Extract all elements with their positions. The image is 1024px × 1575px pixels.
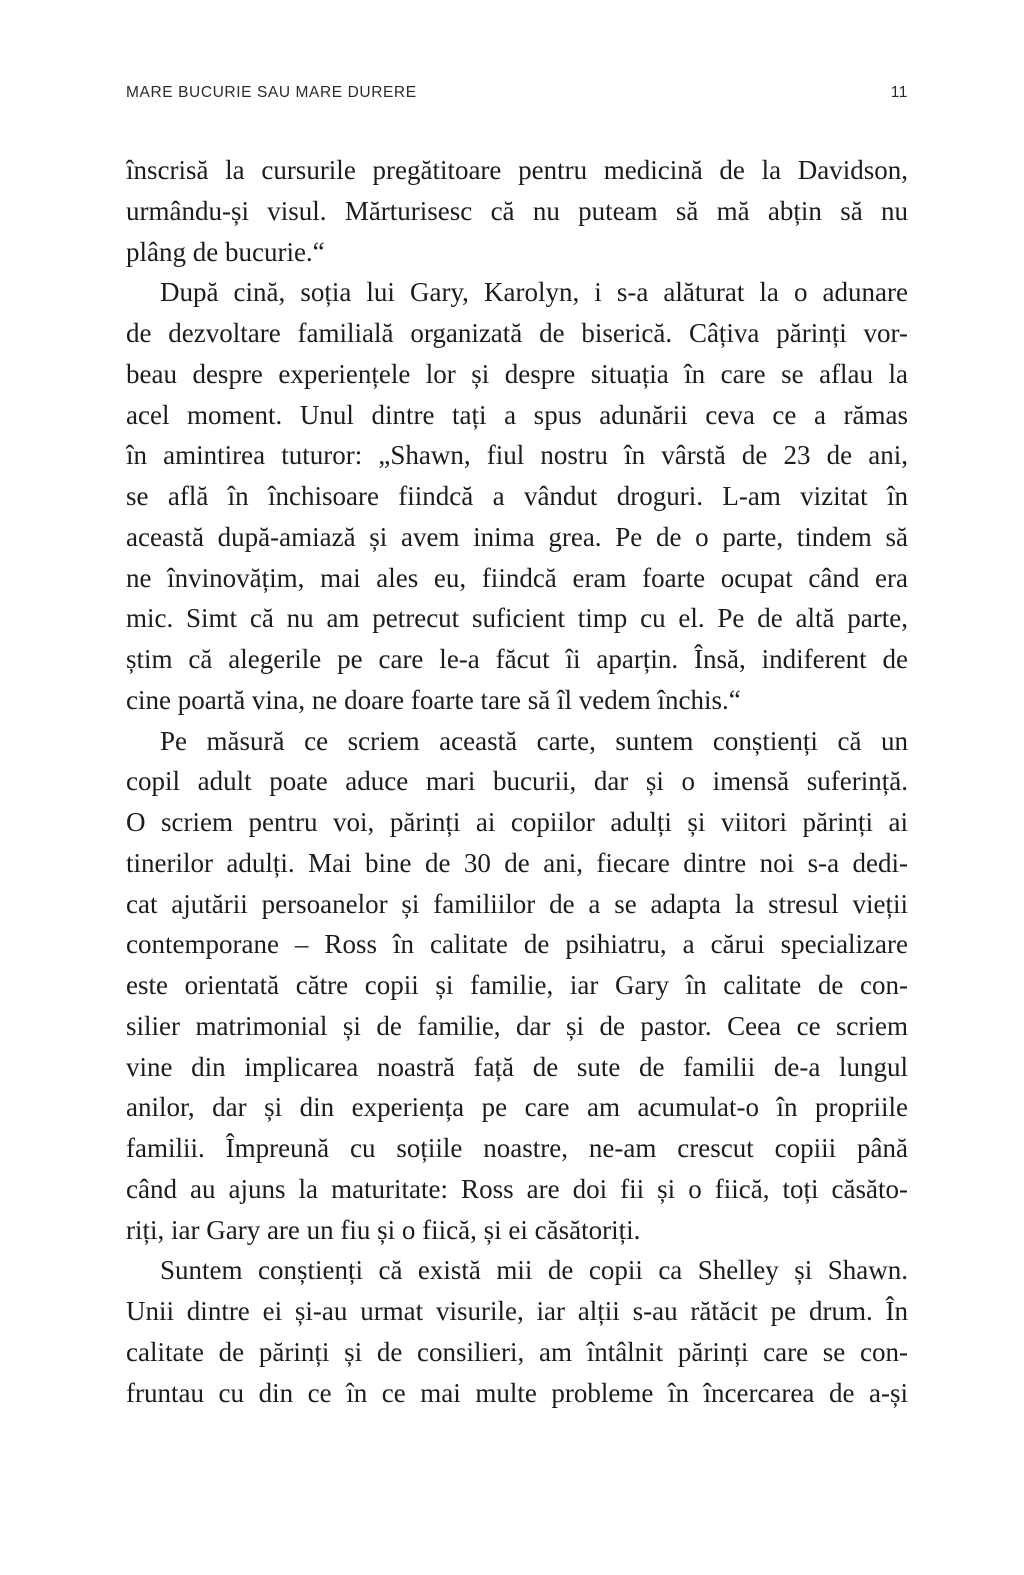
paragraph bbox=[126, 1250, 908, 1413]
paragraph bbox=[126, 721, 908, 1251]
text-line: După cină, soția lui Gary, Karolyn, i s-a alăturat la o adunare bbox=[160, 277, 908, 308]
text-line: Pe măsură ce scriem această carte, suntem conștienți că un bbox=[160, 725, 908, 756]
text-line: înscrisă la cursurile pregătitoare pentru medicină de la Davidson, bbox=[126, 155, 908, 185]
paragraph bbox=[126, 150, 908, 272]
text-line: se află în închisoare fiindcă a vândut droguri. L-am vizitat în bbox=[126, 481, 908, 511]
text-line: ne învinovățim, mai ales eu, fiindcă eram foarte ocupat când era bbox=[126, 562, 908, 593]
text-line: vine din implicarea noastră față de sute de familii de-a lungul bbox=[126, 1051, 908, 1082]
text-line: copil adult poate aduce mari bucurii, dar și o imensă suferință. bbox=[126, 766, 908, 797]
text-line: plâng de bucurie.“ bbox=[126, 236, 325, 267]
text-line: silier matrimonial și de familie, dar și de pastor. Ceea ce scriem bbox=[126, 1010, 908, 1041]
text-line: cine poartă vina, ne doare foarte tare să îl vedem închis.“ bbox=[126, 684, 741, 715]
text-line: O scriem pentru voi, părinți ai copiilor adulți și viitori părinți ai bbox=[126, 807, 908, 837]
text-line: beau despre experiențele lor și despre situația în care se aflau la bbox=[126, 358, 908, 389]
text-line: fruntau cu din ce în ce mai multe probleme în încercarea de a-și bbox=[126, 1377, 908, 1408]
text-line: mic. Simt că nu am petrecut suficient timp cu el. Pe de altă parte, bbox=[126, 603, 908, 634]
text-line: contemporane – Ross în calitate de psihiatru, a cărui specializare bbox=[126, 929, 908, 960]
text-line: este orientată către copii și familie, iar Gary în calitate de con- bbox=[126, 970, 908, 1000]
text-line: urmându-și visul. Mărturisesc că nu puteam să mă abțin să nu bbox=[126, 195, 908, 226]
text-line: acel moment. Unul dintre tați a spus adunării ceva ce a rămas bbox=[126, 399, 908, 430]
paragraph bbox=[126, 272, 908, 720]
text-line: Suntem conștienți că există mii de copii ca Shelley și Shawn. bbox=[160, 1255, 908, 1286]
text-line: calitate de părinți și de consilieri, am întâlnit părinți care se con- bbox=[126, 1336, 908, 1367]
text-line: știm că alegerile pe care le-a făcut îi aparțin. Însă, indiferent de bbox=[126, 644, 908, 674]
text-line: Unii dintre ei și-au urmat visurile, iar alții s-au rătăcit pe drum. În bbox=[126, 1296, 908, 1326]
running-header-title: MARE BUCURIE SAU MARE DURERE bbox=[126, 84, 417, 101]
text-line: când au ajuns la maturitate: Ross are doi fii și o fiică, toți căsăto- bbox=[126, 1173, 908, 1204]
text-line: în amintirea tuturor: „Shawn, fiul nostru în vârstă de 23 de ani, bbox=[126, 440, 908, 471]
text-line: anilor, dar și din experiența pe care am acumulat-o în propriile bbox=[126, 1092, 908, 1123]
page-number: 11 bbox=[890, 84, 908, 101]
text-line: cat ajutării persoanelor și familiilor de a se adapta la stresul vieții bbox=[126, 888, 908, 919]
text-line: familii. Împreună cu soțiile noastre, ne-am crescut copiii până bbox=[126, 1133, 908, 1163]
body-text bbox=[126, 150, 908, 1413]
text-line: de dezvoltare familială organizată de biserică. Câțiva părinți vor- bbox=[126, 318, 908, 348]
running-header bbox=[126, 84, 908, 108]
text-line: această după-amiază și avem inima grea. Pe de o parte, tindem să bbox=[126, 521, 908, 552]
text-line: riți, iar Gary are un fiu și o fiică, și ei căsătoriți. bbox=[126, 1214, 641, 1245]
text-line: tinerilor adulți. Mai bine de 30 de ani, fiecare dintre noi s-a dedi- bbox=[126, 847, 908, 878]
